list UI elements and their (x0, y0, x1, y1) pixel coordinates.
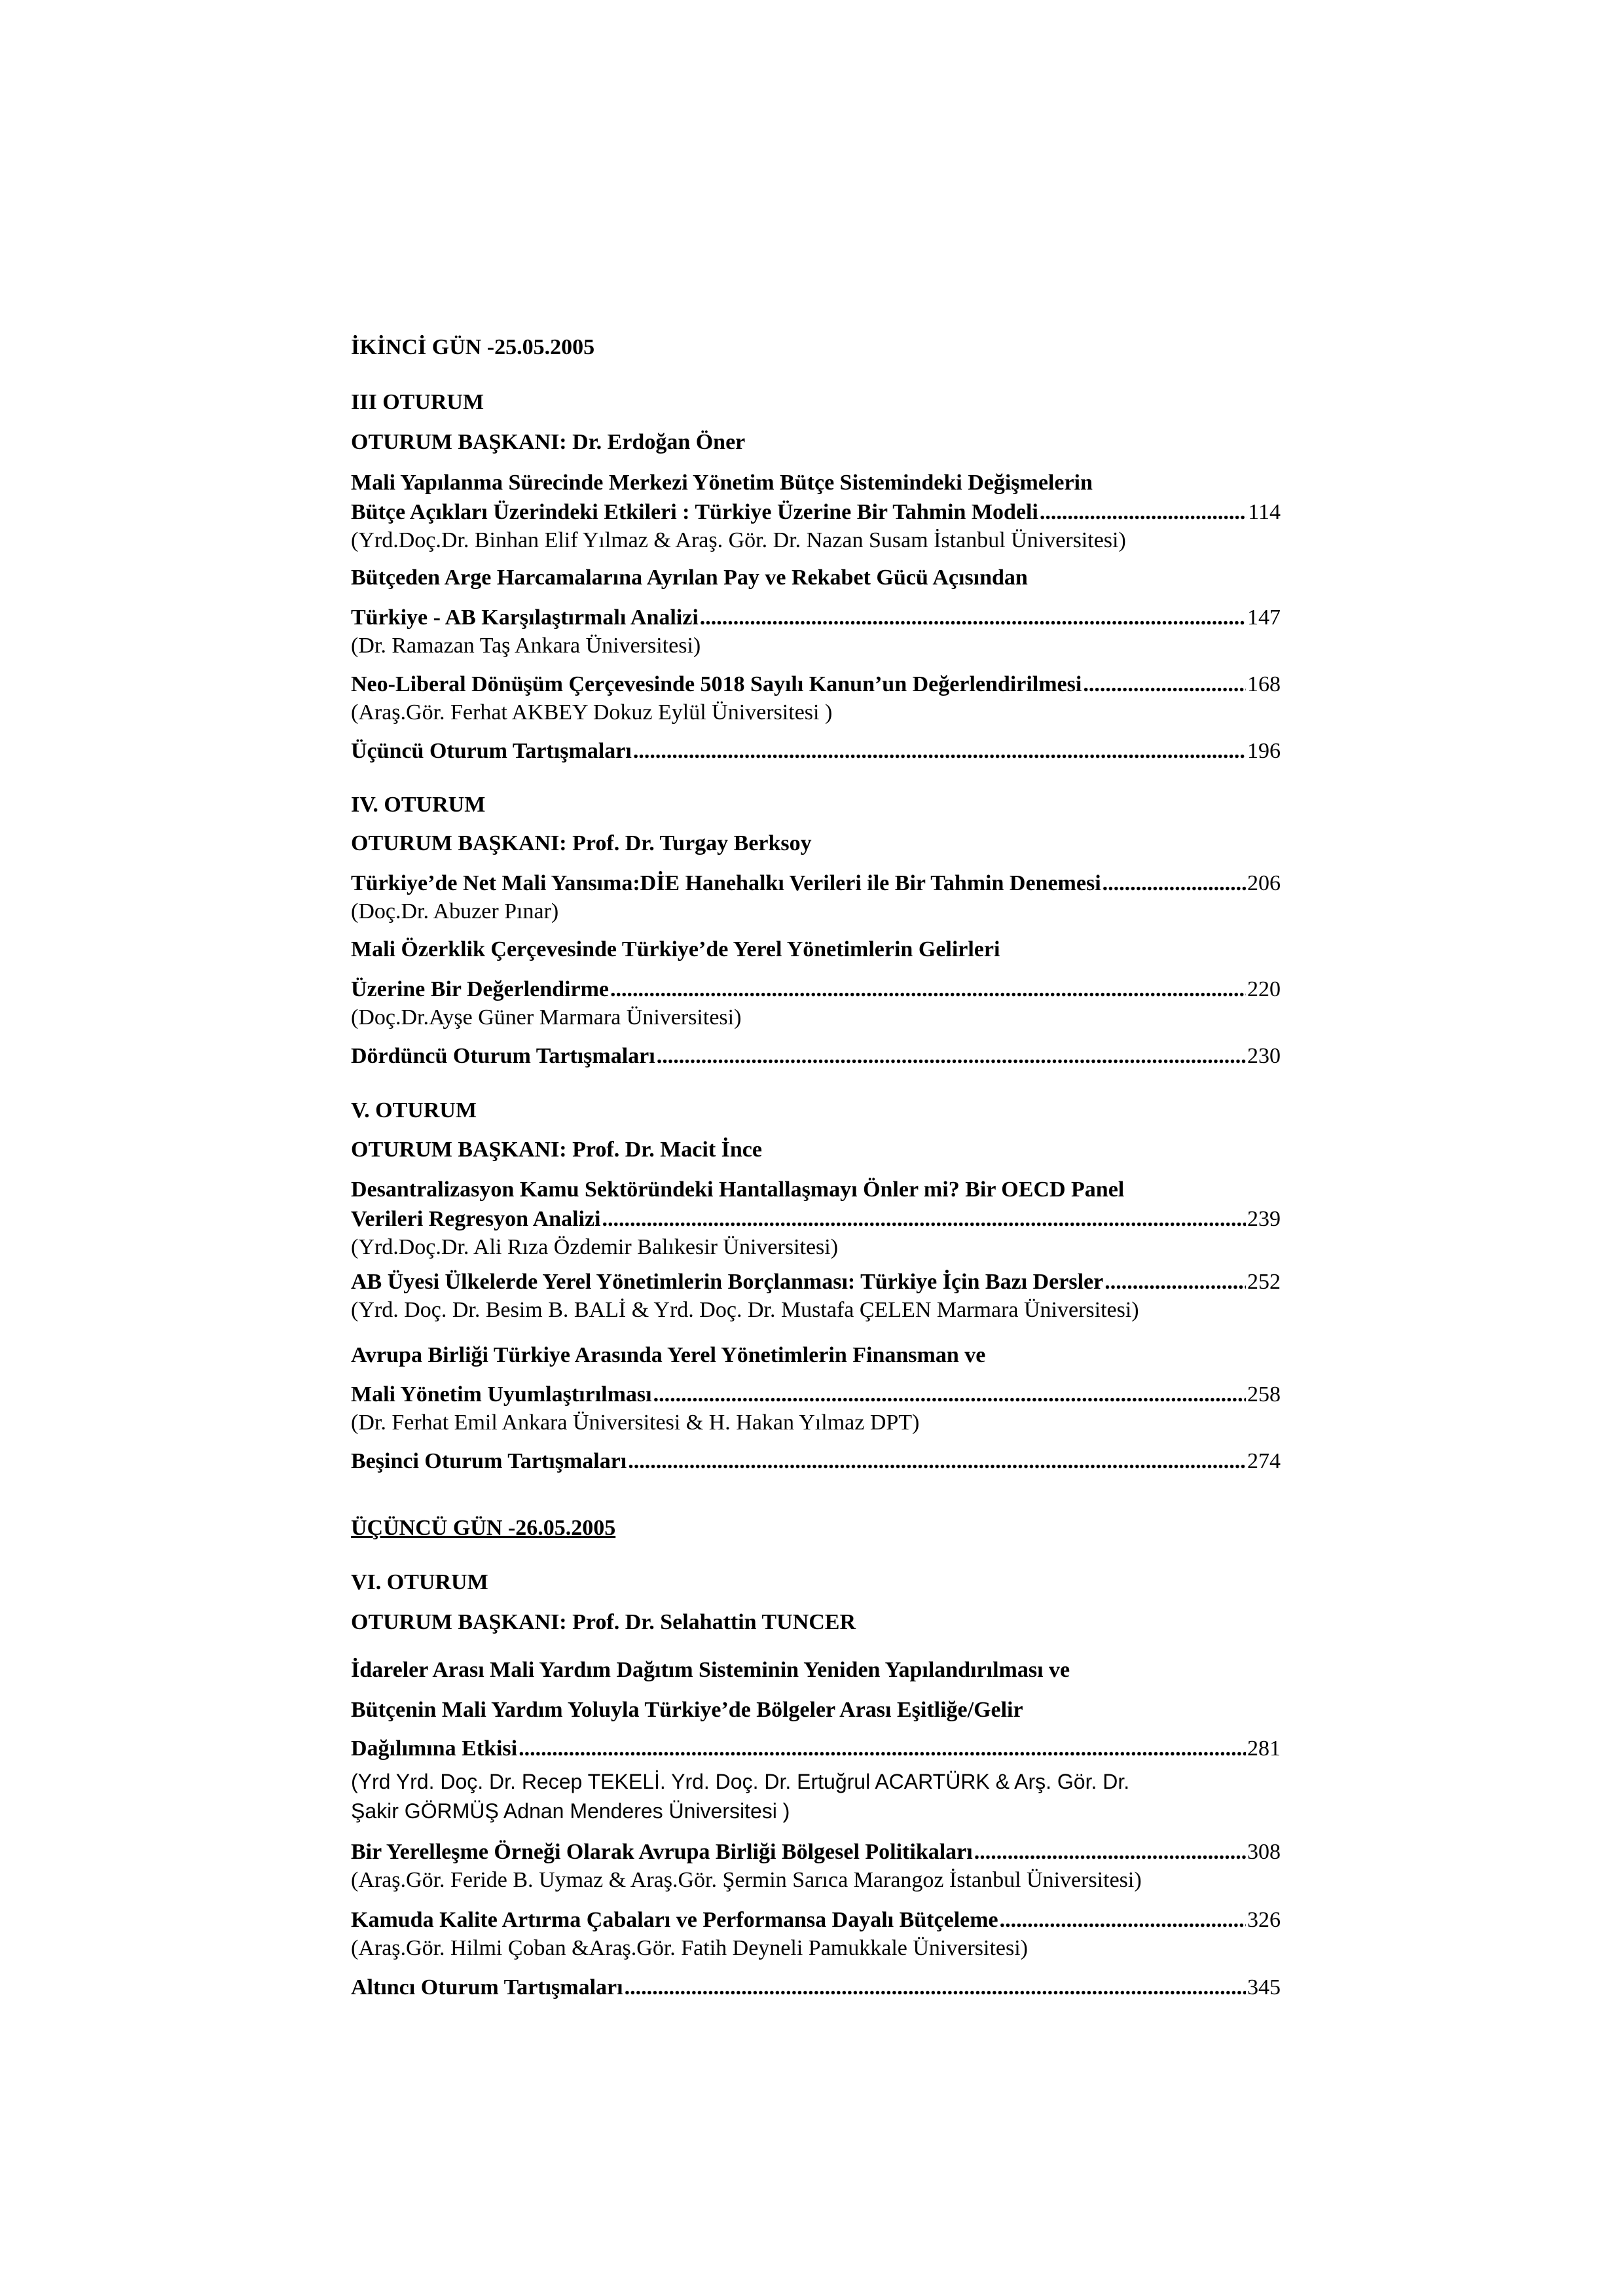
page-number: 114 (1248, 500, 1281, 524)
paper-title: Desantralizasyon Kamu Sektöründeki Hantallaşmayı Önler mi? Bir OECD Panel (351, 1177, 1125, 1202)
page-number: 239 (1247, 1207, 1281, 1231)
toc-entry[interactable] (351, 1974, 1281, 2001)
toc-entry[interactable] (351, 1206, 1281, 1233)
toc-entry[interactable] (351, 1735, 1281, 1763)
page-number: 345 (1247, 1975, 1281, 2000)
dot-leader (1083, 671, 1246, 698)
paper-title: Bütçenin Mali Yardım Yoluyla Türkiye’de Bölgeler Arası Eşitliğe/Gelir (351, 1698, 1023, 1722)
day-heading: ÜÇÜNCÜ GÜN -26.05.2005 (351, 1516, 616, 1540)
dot-leader (610, 976, 1246, 1003)
session-chair: OTURUM BAŞKANI: Prof. Dr. Turgay Berksoy (351, 831, 812, 855)
page-number: 168 (1247, 672, 1281, 696)
toc-entry[interactable] (351, 1839, 1281, 1866)
session-chair: OTURUM BAŞKANI: Prof. Dr. Macit İnce (351, 1138, 762, 1162)
paper-authors: (Araş.Gör. Feride B. Uymaz & Araş.Gör. Şermin Sarıca Marangoz İstanbul Üniversitesi) (351, 1868, 1142, 1892)
session-title: V. OTURUM (351, 1098, 477, 1122)
toc-entry[interactable] (351, 1268, 1281, 1296)
paper-authors: (Yrd Yrd. Doç. Dr. Recep TEKELİ. Yrd. Doç. Dr. Ertuğrul ACARTÜRK & Arş. Gör. Dr. (351, 1770, 1130, 1793)
toc-entry[interactable] (351, 1381, 1281, 1408)
dot-leader (1104, 1268, 1246, 1296)
paper-title: İdareler Arası Mali Yardım Dağıtım Sisteminin Yeniden Yapılandırılması ve (351, 1658, 1070, 1682)
toc-entry[interactable] (351, 1448, 1281, 1475)
paper-title: Mali Yapılanma Sürecinde Merkezi Yönetim Bütçe Sistemindeki Değişmelerin (351, 471, 1093, 495)
paper-title: Türkiye - AB Karşılaştırmalı Analizi (351, 605, 699, 630)
paper-title: Mali Özerklik Çerçevesinde Türkiye’de Yerel Yönetimlerin Gelirleri (351, 937, 1000, 961)
session-title: VI. OTURUM (351, 1570, 488, 1594)
page-number: 281 (1247, 1736, 1281, 1761)
paper-title: Dağılımına Etkisi (351, 1736, 518, 1761)
paper-title: Mali Yönetim Uyumlaştırılması (351, 1382, 652, 1407)
paper-authors: (Araş.Gör. Hilmi Çoban &Araş.Gör. Fatih Deyneli Pamukkale Üniversitesi) (351, 1936, 1028, 1960)
paper-title: Türkiye’de Net Mali Yansıma:DİE Hanehalkı Verileri ile Bir Tahmin Denemesi (351, 871, 1101, 895)
day-heading: İKİNCİ GÜN -25.05.2005 (351, 335, 595, 359)
paper-authors: (Dr. Ferhat Emil Ankara Üniversitesi & H. Hakan Yılmaz DPT) (351, 1410, 920, 1435)
discussion-title: Beşinci Oturum Tartışmaları (351, 1449, 627, 1473)
dot-leader (1000, 1907, 1246, 1934)
toc-entry[interactable] (351, 499, 1281, 526)
paper-title: Bir Yerelleşme Örneği Olarak Avrupa Birliği Bölgesel Politikaları (351, 1840, 973, 1864)
toc-entry[interactable] (351, 870, 1281, 897)
page-number: 220 (1247, 977, 1281, 1001)
paper-title: Avrupa Birliği Türkiye Arasında Yerel Yönetimlerin Finansman ve (351, 1343, 986, 1367)
paper-title: Bütçeden Arge Harcamalarına Ayrılan Pay ve Rekabet Gücü Açısından (351, 565, 1028, 590)
dot-leader (657, 1043, 1246, 1070)
session-title: IV. OTURUM (351, 793, 486, 817)
paper-title: Neo-Liberal Dönüşüm Çerçevesinde 5018 Sayılı Kanun’un Değerlendirilmesi (351, 672, 1082, 696)
page-number: 196 (1247, 739, 1281, 763)
paper-authors: (Doç.Dr. Abuzer Pınar) (351, 899, 559, 924)
toc-entry[interactable] (351, 1043, 1281, 1070)
toc-entry[interactable] (351, 1907, 1281, 1934)
page-number: 258 (1247, 1382, 1281, 1407)
page-number: 252 (1247, 1270, 1281, 1294)
session-title: III OTURUM (351, 390, 484, 414)
page-number: 230 (1247, 1044, 1281, 1068)
dot-leader (633, 738, 1246, 765)
paper-authors: (Yrd.Doç.Dr. Ali Rıza Özdemir Balıkesir Üniversitesi) (351, 1235, 839, 1259)
paper-title: Üzerine Bir Değerlendirme (351, 977, 610, 1001)
paper-authors: (Dr. Ramazan Taş Ankara Üniversitesi) (351, 634, 701, 658)
session-chair: OTURUM BAŞKANI: Prof. Dr. Selahattin TUNCER (351, 1610, 856, 1634)
paper-title: Verileri Regresyon Analizi (351, 1207, 601, 1231)
paper-authors: (Doç.Dr.Ayşe Güner Marmara Üniversitesi) (351, 1005, 742, 1030)
page-number: 206 (1247, 871, 1281, 895)
paper-title: Bütçe Açıkları Üzerindeki Etkileri : Türkiye Üzerine Bir Tahmin Modeli (351, 500, 1038, 524)
dot-leader (602, 1206, 1246, 1233)
dot-leader (653, 1381, 1246, 1408)
paper-authors: (Yrd.Doç.Dr. Binhan Elif Yılmaz & Araş. Gör. Dr. Nazan Susam İstanbul Üniversitesi) (351, 528, 1126, 552)
dot-leader (625, 1974, 1246, 2001)
toc-entry[interactable] (351, 671, 1281, 698)
toc-entry[interactable] (351, 604, 1281, 632)
paper-authors: (Yrd. Doç. Dr. Besim B. BALİ & Yrd. Doç. Dr. Mustafa ÇELEN Marmara Üniversitesi) (351, 1298, 1139, 1322)
discussion-title: Altıncı Oturum Tartışmaları (351, 1975, 623, 2000)
discussion-title: Dördüncü Oturum Tartışmaları (351, 1044, 655, 1068)
paper-title: Kamuda Kalite Artırma Çabaları ve Performansa Dayalı Bütçeleme (351, 1908, 998, 1932)
dot-leader (974, 1839, 1246, 1866)
page-number: 147 (1247, 605, 1281, 630)
page-number: 274 (1247, 1449, 1281, 1473)
paper-authors: Şakir GÖRMÜŞ Adnan Menderes Üniversitesi ) (351, 1799, 790, 1823)
discussion-title: Üçüncü Oturum Tartışmaları (351, 739, 632, 763)
dot-leader (628, 1448, 1246, 1475)
page-number: 308 (1247, 1840, 1281, 1864)
toc-entry[interactable] (351, 976, 1281, 1003)
toc-entry[interactable] (351, 738, 1281, 765)
dot-leader (519, 1735, 1246, 1763)
dot-leader (700, 604, 1246, 632)
paper-authors: (Araş.Gör. Ferhat AKBEY Dokuz Eylül Üniversitesi ) (351, 700, 833, 725)
page-number: 326 (1247, 1908, 1281, 1932)
dot-leader (1103, 870, 1246, 897)
session-chair: OTURUM BAŞKANI: Dr. Erdoğan Öner (351, 430, 746, 454)
paper-title: AB Üyesi Ülkelerde Yerel Yönetimlerin Borçlanması: Türkiye İçin Bazı Dersler (351, 1270, 1104, 1294)
dot-leader (1040, 499, 1247, 526)
